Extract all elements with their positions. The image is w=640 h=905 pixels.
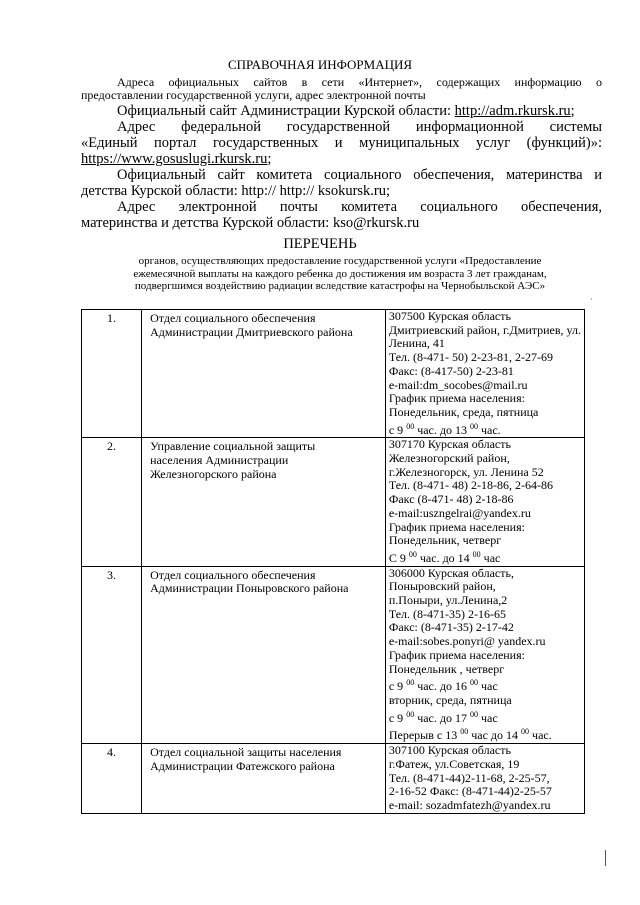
scan-mark: ·: [590, 294, 593, 304]
organization-line: Администрации Дмитриевского района: [150, 324, 353, 339]
address-cell: [385, 566, 584, 743]
portal-url-line: [81, 151, 271, 167]
list-subtitle: [95, 255, 585, 293]
row-number: 4.: [82, 744, 142, 814]
address-line: 307500 Курская область: [388, 309, 511, 323]
subtitle-line-1: органов, осуществляющих предоставление государственной услуги «Предоставление: [138, 255, 542, 267]
address-line: г.Фатеж, ул.Советская, 19: [388, 756, 520, 771]
address-cell: [385, 744, 584, 814]
address-line: Тел. (8-471- 48) 2-18-86, 2-64-86: [388, 478, 554, 493]
list-title: ПЕРЕЧЕНЬ: [283, 236, 357, 252]
organization-line: Управление социальной защиты: [150, 439, 316, 454]
address-line: с 9 $^{00}$ час. до 17 $^{00}$ час: [388, 709, 498, 725]
address-line: e-mail:sobes.ponyri@ yandex.ru: [388, 634, 546, 649]
address-line: Тел. (8-471-44)2-11-68, 2-25-57,: [388, 770, 550, 785]
table-row: [82, 310, 585, 438]
email-line-1: Адрес электронной почты комитета социального обеспечения,: [117, 199, 602, 215]
subtitle-line-3: подвергшимся воздействию радиации вследствие катастрофы на Чернобыльской АЭС»: [134, 280, 546, 292]
address-line: График приема населения:: [388, 391, 525, 406]
intro-line-2: предоставлении государственной услуги, адрес электронной почты: [81, 88, 426, 102]
table-row: [82, 566, 585, 743]
address-line: 307100 Курская область: [388, 743, 511, 758]
address-line: С 9 $^{00}$ час. до 14 $^{00}$ час: [388, 549, 501, 565]
admin-site-link[interactable]: http://adm.rkursk.ru: [454, 103, 571, 119]
organization-line: Отдел социальной защиты населения: [150, 745, 342, 760]
address-line: e-mail: sozadmfatezh@yandex.ru: [388, 797, 551, 812]
address-line: Тел. (8-471-35) 2-16-65: [388, 606, 507, 621]
table-row: [82, 744, 585, 814]
address-line: Факс: (8-471-35) 2-17-42: [388, 620, 514, 635]
admin-site-line: [117, 103, 575, 119]
organization-line: Отдел социального обеспечения: [150, 311, 316, 325]
table-row: [82, 438, 585, 566]
intro-line-1: Адреса официальных сайтов в сети «Интернет», содержащих информацию о: [117, 75, 602, 89]
organization-cell: [142, 310, 386, 438]
organization-cell: [142, 744, 386, 814]
subtitle-line-2: ежемесячной выплаты на каждого ребенка до достижения им возраста 3 лет гражданам,: [133, 267, 547, 280]
organization-line: Железногорского района: [150, 466, 277, 481]
address-line: п.Поныри, ул.Ленина,2: [388, 593, 508, 608]
address-cell: [385, 310, 584, 438]
portal-link[interactable]: https://www.gosuslugi.rkursk.ru: [81, 151, 268, 167]
address-line: Факс: (8-417-50) 2-23-81: [388, 363, 514, 378]
address-line: Поныровский район,: [388, 579, 496, 594]
address-line: Понедельник , четверг: [388, 661, 505, 676]
address-cell: [385, 438, 584, 566]
address-line: Понедельник, среда, пятница: [388, 404, 539, 419]
organization-line: населения Администрации: [150, 453, 289, 468]
organization-line: Отдел социального обеспечения: [150, 567, 316, 582]
agencies-table: [81, 309, 585, 814]
address-line: 307170 Курская область: [388, 437, 511, 452]
address-line: Ленина, 41: [388, 336, 445, 351]
admin-site-end: ;: [570, 103, 575, 119]
address-line: График приема населения:: [388, 647, 525, 662]
address-line: e-mail:uszngelrai@yandex.ru: [388, 505, 531, 520]
portal-url-end: ;: [267, 151, 272, 167]
address-line: e-mail:dm_socobes@mail.ru: [388, 377, 528, 392]
organization-cell: [142, 566, 386, 743]
row-number: 1.: [82, 310, 142, 438]
committee-line-1: Официальный сайт комитета социального обеспечения, материнства и: [117, 167, 602, 183]
address-line: г.Железногорск, ул. Ленина 52: [388, 464, 544, 479]
address-line: Понедельник, четверг: [388, 533, 502, 548]
organization-line: Администрации Фатежского района: [150, 758, 335, 773]
address-line: 306000 Курская область,: [388, 565, 514, 580]
address-line: Железногорский район,: [388, 451, 510, 466]
address-line: Факс (8-471- 48) 2-18-86: [388, 492, 514, 507]
address-line: График приема населения:: [388, 519, 525, 534]
address-line: Тел. (8-471- 50) 2-23-81, 2-27-69: [388, 350, 554, 365]
address-line: 2-16-52 Факс: (8-471-44)2-25-57: [388, 784, 552, 799]
address-line: Дмитриевский район, г.Дмитриев, ул.: [388, 322, 581, 337]
margin-rule: [605, 850, 606, 866]
address-line: с 9 $^{00}$ час. до 16 $^{00}$ час: [388, 678, 498, 694]
address-line: вторник, среда, пятница: [388, 692, 512, 707]
organization-cell: [142, 438, 386, 566]
admin-site-label: Официальный сайт Администрации Курской области:: [117, 103, 455, 119]
portal-line-1: Адрес федеральной государственной информационной системы: [117, 119, 602, 135]
email-line-2: материнства и детства Курской области: kso@rkursk.ru: [81, 215, 420, 231]
address-line: с 9 $^{00}$ час. до 13 $^{00}$ час.: [388, 421, 501, 437]
address-line: Перерыв с 13 $^{00}$ час до 14 $^{00}$ час.: [388, 727, 552, 743]
reference-title: СПРАВОЧНАЯ ИНФОРМАЦИЯ: [227, 57, 413, 72]
row-number: 2.: [82, 438, 142, 566]
organization-line: Администрации Поныровского района: [150, 581, 349, 596]
row-number: 3.: [82, 566, 142, 743]
committee-line-2: детства Курской области: http:// http:// ksokursk.ru;: [81, 183, 391, 199]
portal-line-2: «Единый портал государственных и муниципальных услуг (функций)»:: [81, 135, 602, 151]
